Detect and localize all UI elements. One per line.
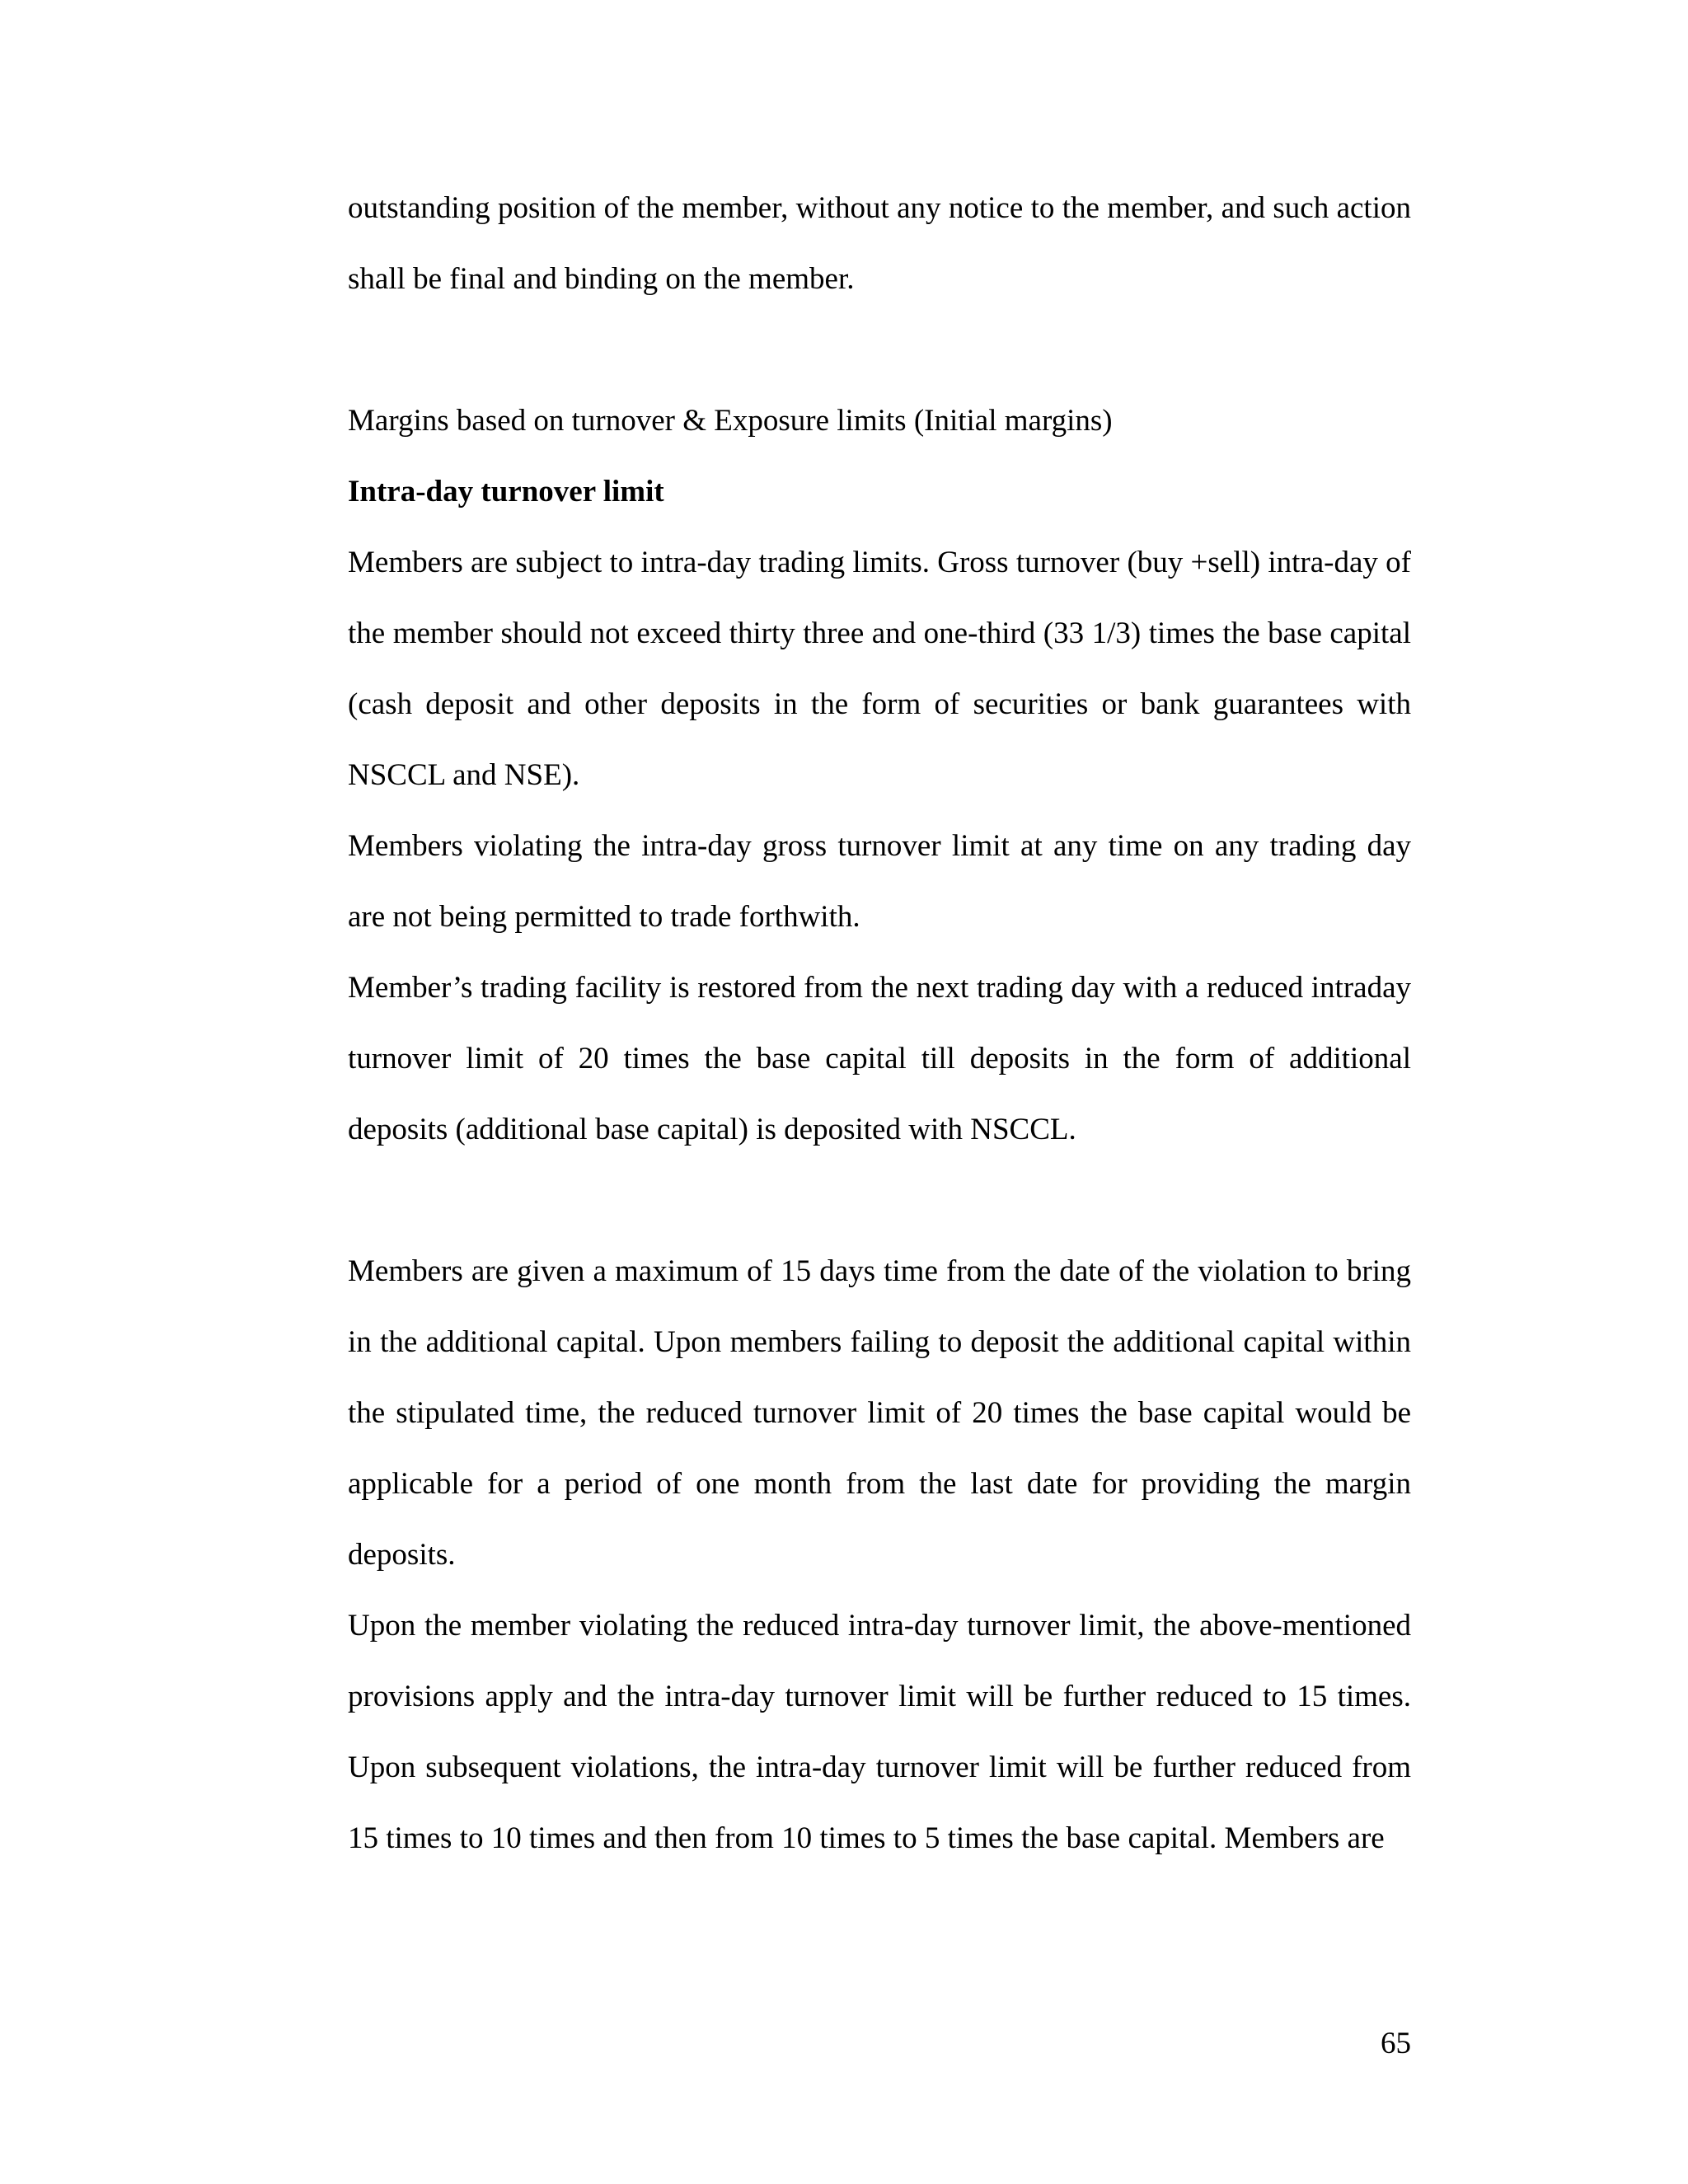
- page-content: [348, 173, 1411, 1874]
- spacer: [348, 315, 1411, 386]
- paragraph-further-reduction: Upon the member violating the reduced intra-day turnover limit, the above-mentioned provisions apply and the intra-day turnover limit will be further reduced to 15 times. Upon subsequent violations, the intra-day turnover limit will be further reduced from 15 times to 10 times and then from 10 times to 5 times the base capital. Members are: [348, 1609, 1411, 1855]
- paragraph-deposit-period: Members are given a maximum of 15 days time from the date of the violation to bring in the additional capital. Upon members failing to deposit the additional capital within the stipulated time, the reduced turnover limit of 20 times the base capital would be applicable for a period of one month from the last date for providing the margin deposits.: [348, 1254, 1411, 1572]
- paragraph-restoration: Member’s trading facility is restored from the next trading day with a reduced intraday turnover limit of 20 times the base capital till deposits in the form of additional deposits (additional base capital) is deposited with NSCCL.: [348, 971, 1411, 1146]
- paragraph-intraday-limits: Members are subject to intra-day trading limits. Gross turnover (buy +sell) intra-day of the member should not exceed thirty three and one-third (33 1/3) times the base capital (cash deposit and other deposits in the form of securities or bank guarantees with NSCCL and NSE).: [348, 546, 1411, 792]
- spacer: [348, 1165, 1411, 1236]
- paragraph-continuation: outstanding position of the member, without any notice to the member, and such action shall be final and binding on the member.: [348, 191, 1411, 296]
- subheading-intraday-limit: Intra-day turnover limit: [348, 475, 664, 509]
- paragraph-violation: Members violating the intra-day gross turnover limit at any time on any trading day are not being permitted to trade forthwith.: [348, 829, 1411, 934]
- section-title: Margins based on turnover & Exposure limits (Initial margins): [348, 404, 1113, 438]
- page-number: 65: [1381, 2027, 1411, 2060]
